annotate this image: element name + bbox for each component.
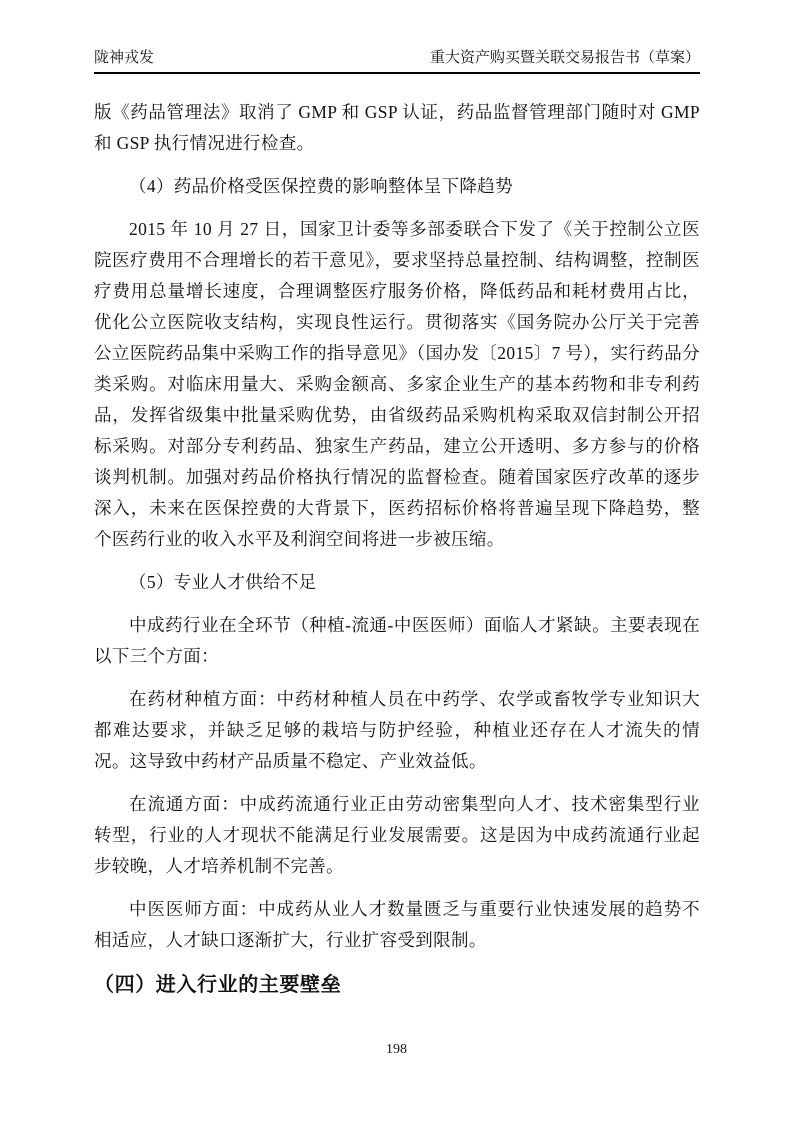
- page-number: 198: [386, 1042, 407, 1057]
- paragraph-policy: 2015 年 10 月 27 日，国家卫计委等多部委联合下发了《关于控制公立医院医疗费用不合理增长的若干意见》，要求坚持总量控制、结构调整，控制医疗费用总量增长速度，合理调整医疗服务价格，降低药品和耗材费用占比，优化公立医院收支结构，实现良性运行。贯彻落实《国务院办公厅关于完善公立医院药品集中采购工作的指导意见》（国办发〔2015〕7 号），实行药品分类采购。对临床用量大、采购金额高、多家企业生产的基本药物和非专利药品，发挥省级集中批量采购优势，由省级药品采购机构采取双信封制公开招标采购。对部分专利药品、独家生产药品，建立公开透明、多方参与的价格谈判机制。加强对药品价格执行情况的监督检查。随着国家医疗改革的逐步深入，未来在医保控费的大背景下，医药招标价格将普遍呈现下降趋势，整个医药行业的收入水平及利润空间将进一步被压缩。: [94, 219, 700, 549]
- paragraph-talent-overview: 中成药行业在全环节（种植-流通-中医医师）面临人才紧缺。主要表现在以下三个方面：: [94, 615, 700, 666]
- paragraph-tcm-doctors: 中医医师方面：中成药从业人才数量匮乏与重要行业快速发展的趋势不相适应，人才缺口逐渐扩大，行业扩容受到限制。: [94, 899, 700, 950]
- paragraph-planting: 在药材种植方面：中药材种植人员在中药学、农学或畜牧学专业知识大都难达要求，并缺乏足够的栽培与防护经验，种植业还存在人才流失的情况。这导致中药材产品质量不稳定、产业效益低。: [94, 689, 700, 771]
- header-report-title: 重大资产购买暨关联交易报告书（草案）: [429, 50, 700, 66]
- sub-heading-5: （5）专业人才供给不足: [129, 572, 317, 592]
- paragraph-continuation: 版《药品管理法》取消了 GMP 和 GSP 认证，药品监督管理部门随时对 GMP 和 GSP 执行情况进行检查。: [94, 102, 700, 153]
- sub-heading-4: （4）药品价格受医保控费的影响整体呈下降趋势: [129, 176, 513, 196]
- section-heading-barriers: （四）进入行业的主要壁垒: [94, 974, 342, 996]
- header-company-name: 陇神戎发: [94, 50, 155, 66]
- paragraph-circulation: 在流通方面：中成药流通行业正由劳动密集型向人才、技术密集型行业转型，行业的人才现状不能满足行业发展需要。这是因为中成药流通行业起步较晚，人才培养机制不完善。: [94, 794, 700, 876]
- document-body: [94, 74, 700, 1001]
- page-header: [94, 48, 700, 74]
